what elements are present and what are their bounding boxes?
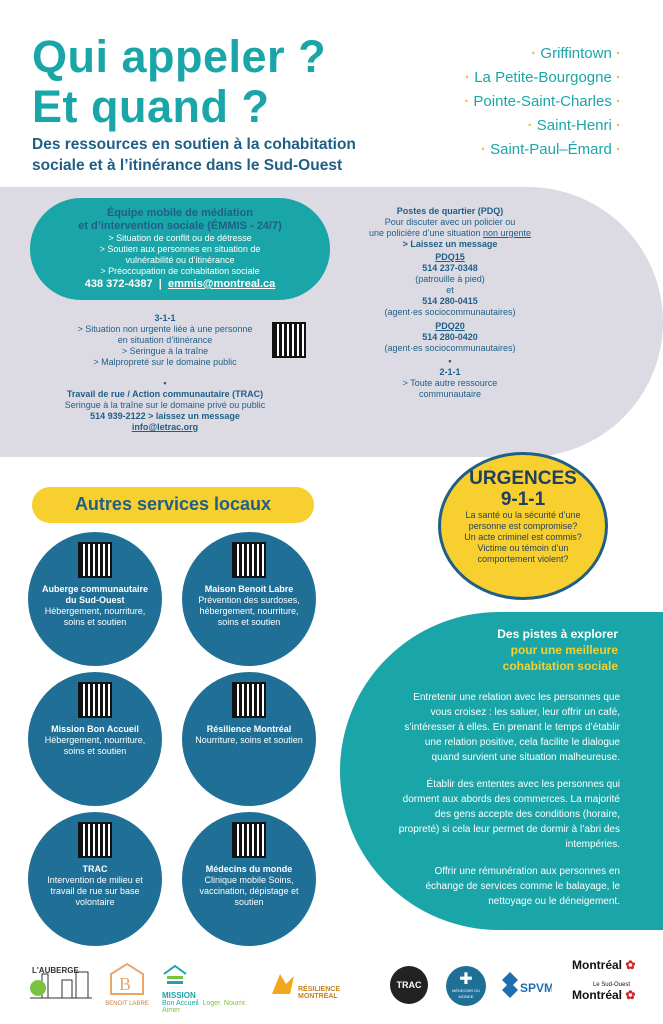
trac-line: Seringue à la traîne sur le domaine privé ou public bbox=[64, 400, 266, 410]
rosette-icon: ✿ bbox=[625, 958, 636, 972]
service-name: Médecins du monde bbox=[205, 864, 293, 874]
logo-resilience bbox=[268, 970, 380, 1001]
trac-email-link[interactable]: info@letrac.org bbox=[131, 422, 199, 432]
urgences-line: La santé ou la sécurité d’une bbox=[465, 510, 581, 520]
service-desc: Intervention de milieu et travail de rue sur base volontaire bbox=[47, 875, 143, 907]
pdq-contact bbox=[345, 206, 555, 400]
pdq-line: une policière d’une situation non urgente bbox=[368, 228, 532, 238]
montreal-text-2: Montréal ✿ bbox=[572, 988, 636, 1002]
qr-code[interactable] bbox=[232, 682, 266, 718]
logo-mission-bon-accueil bbox=[162, 964, 262, 1014]
rosette-icon: ✿ bbox=[625, 988, 636, 1002]
neighborhood-item: · Saint-Henri · bbox=[527, 117, 621, 134]
cross-icon: ✚ bbox=[459, 971, 473, 988]
service-desc: Prévention des surdoses, hébergement, nourriture, soins et soutien bbox=[198, 595, 300, 627]
service-desc: Clinique mobile Soins, vaccination, dépistage et soutien bbox=[199, 875, 299, 907]
service-name: Auberge communautaire du Sud-Ouest bbox=[41, 584, 149, 605]
sudouest-text: Le Sud-Ouest bbox=[592, 982, 630, 988]
service-name: Résilience Montréal bbox=[206, 724, 292, 734]
qr-code[interactable] bbox=[232, 822, 266, 858]
logo-spvm bbox=[496, 968, 552, 1007]
logo-benoit-labre bbox=[102, 962, 152, 1007]
line-311-text: en situation d’itinérance bbox=[117, 335, 213, 345]
service-resilience[interactable] bbox=[182, 672, 316, 806]
trac-contact bbox=[30, 378, 300, 433]
urgences-line: personne est compromise? bbox=[468, 521, 578, 531]
logo-trac: TRAC bbox=[390, 966, 428, 1004]
emmis-content bbox=[30, 207, 330, 292]
trac-title: Travail de rue / Action communautaire (TRAC) bbox=[66, 389, 264, 399]
resilience-text: RÉSILIENCE MONTRÉAL bbox=[298, 986, 341, 1000]
service-mission-bon-accueil[interactable] bbox=[28, 672, 162, 806]
logo-montreal bbox=[572, 958, 644, 1002]
pistes-heading bbox=[400, 626, 618, 674]
qr-code[interactable] bbox=[78, 542, 112, 578]
urgences-line: Victime ou témoin d’un bbox=[477, 543, 569, 553]
emmis-line: vulnérabilité ou d’itinérance bbox=[125, 255, 235, 265]
pdq-note: (agent·es sociocommunautaires) bbox=[384, 307, 516, 317]
emmis-email-link[interactable]: emmis@montreal.ca bbox=[167, 278, 276, 290]
neighborhood-item: · Saint-Paul–Émard · bbox=[480, 141, 621, 158]
line-311 bbox=[60, 313, 270, 368]
benoit-labre-text: BENOIT LABRE bbox=[105, 1001, 149, 1007]
service-desc: Nourriture, soins et soutien bbox=[195, 735, 303, 745]
qr-code[interactable] bbox=[78, 822, 112, 858]
resilience-logo-icon bbox=[268, 970, 298, 996]
bullet: • bbox=[163, 378, 167, 388]
page-title bbox=[32, 32, 326, 132]
emmis-title-1: Équipe mobile de médiation bbox=[106, 207, 254, 219]
pistes-title-3: cohabitation sociale bbox=[502, 659, 618, 673]
benoit-labre-logo-icon bbox=[107, 962, 147, 996]
qr-code[interactable] bbox=[232, 542, 266, 578]
title-line-1: Qui appeler ? bbox=[32, 31, 327, 82]
logo-auberge bbox=[22, 966, 98, 1006]
urgences-title: URGENCES bbox=[469, 468, 577, 489]
pistes-title-2: pour une meilleure bbox=[510, 643, 618, 657]
service-desc: Hébergement, nourriture, soins et soutien bbox=[44, 606, 146, 627]
svg-text:B: B bbox=[119, 974, 132, 994]
line-311-text: > Malpropreté sur le domaine public bbox=[93, 357, 237, 367]
auberge-text: L'AUBERGE bbox=[32, 966, 79, 975]
pdq-note: (agent·es sociocommunautaires) bbox=[384, 343, 516, 353]
svg-text:SPVM: SPVM bbox=[520, 981, 552, 995]
service-name: Maison Benoit Labre bbox=[204, 584, 294, 594]
pdq-title: Postes de quartier (PDQ) bbox=[396, 206, 504, 216]
trac-phone[interactable]: 514 939-2122 > laissez un message bbox=[90, 411, 240, 421]
pdq-line: > Laissez un message bbox=[402, 239, 498, 249]
logo-medecins-du-monde bbox=[446, 966, 486, 1006]
emmis-phone[interactable]: 438 372-4387 bbox=[84, 278, 153, 290]
mission-logo-icon bbox=[162, 964, 188, 986]
pdq-note: (patrouille à pied) bbox=[415, 274, 485, 284]
neighborhood-item: · La Petite-Bourgogne · bbox=[465, 69, 621, 86]
line-211-text: > Toute autre ressource bbox=[402, 378, 498, 388]
urgences-number[interactable]: 9-1-1 bbox=[500, 489, 546, 510]
mission-text: MISSION bbox=[162, 991, 196, 1000]
pistes-paragraph: Entretenir une relation avec les personnes que vous croisez : les saluer, leur offrir un café, s’intéresser à elles. En prenant le temps d’établir une relation positive, cela facilite le dialogue quand survient une situation malheureuse. bbox=[404, 692, 620, 763]
montreal-text: Montréal ✿ bbox=[572, 958, 636, 972]
service-desc: Hébergement, nourriture, soins et soutien bbox=[44, 735, 146, 756]
service-medecins-du-monde[interactable] bbox=[182, 812, 316, 946]
bullet: • bbox=[448, 356, 452, 366]
neighborhood-item: · Pointe-Saint-Charles · bbox=[464, 93, 621, 110]
emmis-contact: 438 372-4387 | emmis@montreal.ca bbox=[84, 278, 276, 290]
emmis-line: > Situation de conflit ou de détresse bbox=[108, 233, 252, 243]
emmis-line: > Soutien aux personnes en situation de bbox=[99, 244, 261, 254]
line-211-title: 2-1-1 bbox=[439, 367, 461, 377]
neighborhood-list bbox=[464, 42, 621, 162]
service-name: Mission Bon Accueil bbox=[51, 724, 139, 734]
pistes-paragraph: Offrir une rémunération aux personnes en échange de services comme le balayage, le nettoyage ou le déneigement. bbox=[425, 866, 620, 907]
service-trac[interactable] bbox=[28, 812, 162, 946]
pdq15-phone-2[interactable]: 514 280-0415 bbox=[422, 296, 478, 306]
pdq15-phone-1[interactable]: 514 237-0348 bbox=[422, 263, 478, 273]
service-benoit-labre[interactable] bbox=[182, 532, 316, 666]
pdq-and: et bbox=[446, 285, 454, 295]
urgences-line: Un acte criminel est commis? bbox=[464, 532, 582, 542]
qr-code[interactable] bbox=[78, 682, 112, 718]
pistes-body bbox=[398, 690, 620, 921]
mission-sub: Bon Accueil Loger. Nourrir. Aimer bbox=[162, 1000, 247, 1014]
emmis-title-2: et d’intervention sociale (ÉMMIS - 24/7) bbox=[78, 220, 282, 232]
spvm-logo-icon bbox=[496, 968, 552, 1002]
emmis-line: > Préoccupation de cohabitation sociale bbox=[100, 266, 260, 276]
urgences-line: comportement violent? bbox=[477, 554, 569, 564]
subtitle-line-1: Des ressources en soutien à la cohabitation bbox=[32, 136, 356, 153]
subtitle-line-2: sociale et à l’itinérance dans le Sud-Ouest bbox=[32, 157, 343, 174]
line-211-text: communautaire bbox=[418, 389, 482, 399]
line-311-text: > Seringue à la traîne bbox=[121, 346, 209, 356]
pdq-line: Pour discuter avec un policier ou bbox=[384, 217, 516, 227]
line-311-title: 3-1-1 bbox=[154, 313, 176, 323]
service-auberge[interactable] bbox=[28, 532, 162, 666]
neighborhood-item: · Griffintown · bbox=[531, 45, 621, 62]
service-name: TRAC bbox=[82, 864, 108, 874]
pdq20-title: PDQ20 bbox=[435, 321, 465, 331]
qr-code-311[interactable] bbox=[272, 322, 306, 358]
pdq15-title: PDQ15 bbox=[435, 252, 465, 262]
line-311-text: > Situation non urgente liée à une personne bbox=[77, 324, 253, 334]
subtitle bbox=[32, 134, 356, 176]
pdq20-phone[interactable]: 514 280-0420 bbox=[422, 332, 478, 342]
pistes-title-1: Des pistes à explorer bbox=[497, 627, 618, 641]
mdm-text: MÉDECINS DU MONDE bbox=[451, 988, 480, 999]
autres-services-title: Autres services locaux bbox=[74, 494, 272, 514]
urgences-content bbox=[438, 468, 608, 565]
title-line-2: Et quand ? bbox=[32, 81, 270, 132]
pistes-paragraph: Établir des ententes avec les personnes qui dorment aux abords des commerces. La majorité des gens accepte des conditions (horaire, propreté) si cela leur permet de dormir à l’abri des intempéries. bbox=[398, 779, 620, 850]
